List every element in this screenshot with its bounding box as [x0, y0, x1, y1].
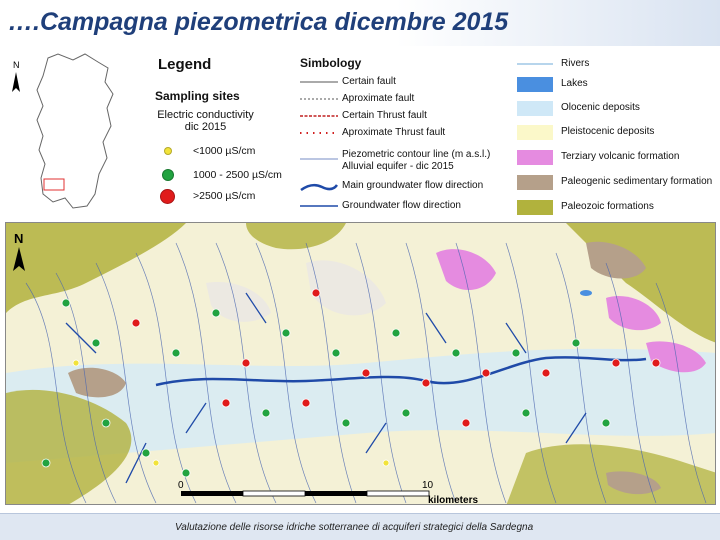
dotted-thrust-icon [300, 127, 340, 139]
scale-end-label: 10 [422, 480, 434, 491]
geo-volcanic: Terziary volcanic formation [517, 150, 717, 168]
geo-olocenic: Olocenic deposits [517, 101, 717, 119]
sym-main-flow: Main groundwater flow direction [300, 180, 515, 194]
sym-aproximate-fault: Aproximate fault [300, 93, 515, 107]
sym-certain-fault: Certain fault [300, 76, 515, 90]
main-flow-arrow-icon [300, 180, 340, 194]
dotted-line-icon [300, 93, 340, 105]
flow-arrow-icon [300, 200, 340, 212]
sardinia-outline [37, 54, 113, 208]
study-area-box [44, 179, 64, 190]
scale-unit-label: kilometers [428, 495, 479, 506]
geo-lakes: Lakes [517, 77, 717, 95]
solid-line-icon [300, 76, 340, 88]
inset-map-sardinia [3, 46, 143, 222]
footer-caption: Valutazione delle risorse idriche sotterranee di acquiferi strategici della Sardegna [175, 522, 534, 533]
legend-heading: Legend [158, 56, 212, 73]
contour-line-icon [300, 149, 340, 163]
sym-certain-thrust: Certain Thrust fault [300, 110, 515, 124]
inset-north-label: N [13, 60, 20, 70]
sampling-sites-heading: Sampling sites [155, 89, 240, 103]
volcanic-swatch [517, 150, 553, 165]
piezometric-map [5, 222, 716, 505]
geo-paleozoic: Paleozoic formations [517, 200, 717, 218]
north-arrow-icon [12, 72, 20, 92]
red-dot-icon [160, 189, 175, 204]
scale-start-label: 0 [178, 480, 184, 491]
ec-class-label: 1000 - 2500 µS/cm [193, 169, 282, 181]
river-line-icon [517, 57, 553, 72]
lakes-swatch [517, 77, 553, 92]
slide-title: ….Campagna piezometrica dicembre 2015 [8, 8, 509, 36]
map-north-label: N [14, 231, 24, 246]
thrust-line-icon [300, 110, 340, 122]
sym-piezometric-contour: Piezometric contour line (m a.s.l.) Alluvial equifer - dic 2015 [300, 149, 515, 177]
slide-title-bar [0, 0, 720, 46]
legend-panel [0, 46, 720, 222]
sym-aproximate-thrust: Aproximate Thrust fault [300, 127, 515, 141]
simbology-heading: Simbology [300, 56, 362, 70]
geo-pleistocenic: Pleistocenic deposits [517, 125, 717, 143]
paleozoic-swatch [517, 200, 553, 215]
ec-title: Electric conductivity dic 2015 [157, 109, 254, 133]
map-canvas [6, 223, 716, 505]
yellow-dot-icon [164, 147, 172, 155]
ec-class-mid [160, 167, 282, 183]
geo-rivers: Rivers [517, 57, 717, 75]
ec-class-label: >2500 µS/cm [193, 190, 256, 202]
paleogenic-swatch [517, 175, 553, 190]
olocenic-swatch [517, 101, 553, 116]
ec-class-low [160, 143, 256, 159]
footer-bar [0, 513, 720, 540]
ec-class-high [160, 188, 256, 204]
pleistocenic-swatch [517, 125, 553, 140]
green-dot-icon [162, 169, 174, 181]
sym-flow: Groundwater flow direction [300, 200, 515, 214]
geo-paleogenic: Paleogenic sedimentary formation [517, 175, 717, 193]
ec-class-label: <1000 µS/cm [193, 145, 256, 157]
